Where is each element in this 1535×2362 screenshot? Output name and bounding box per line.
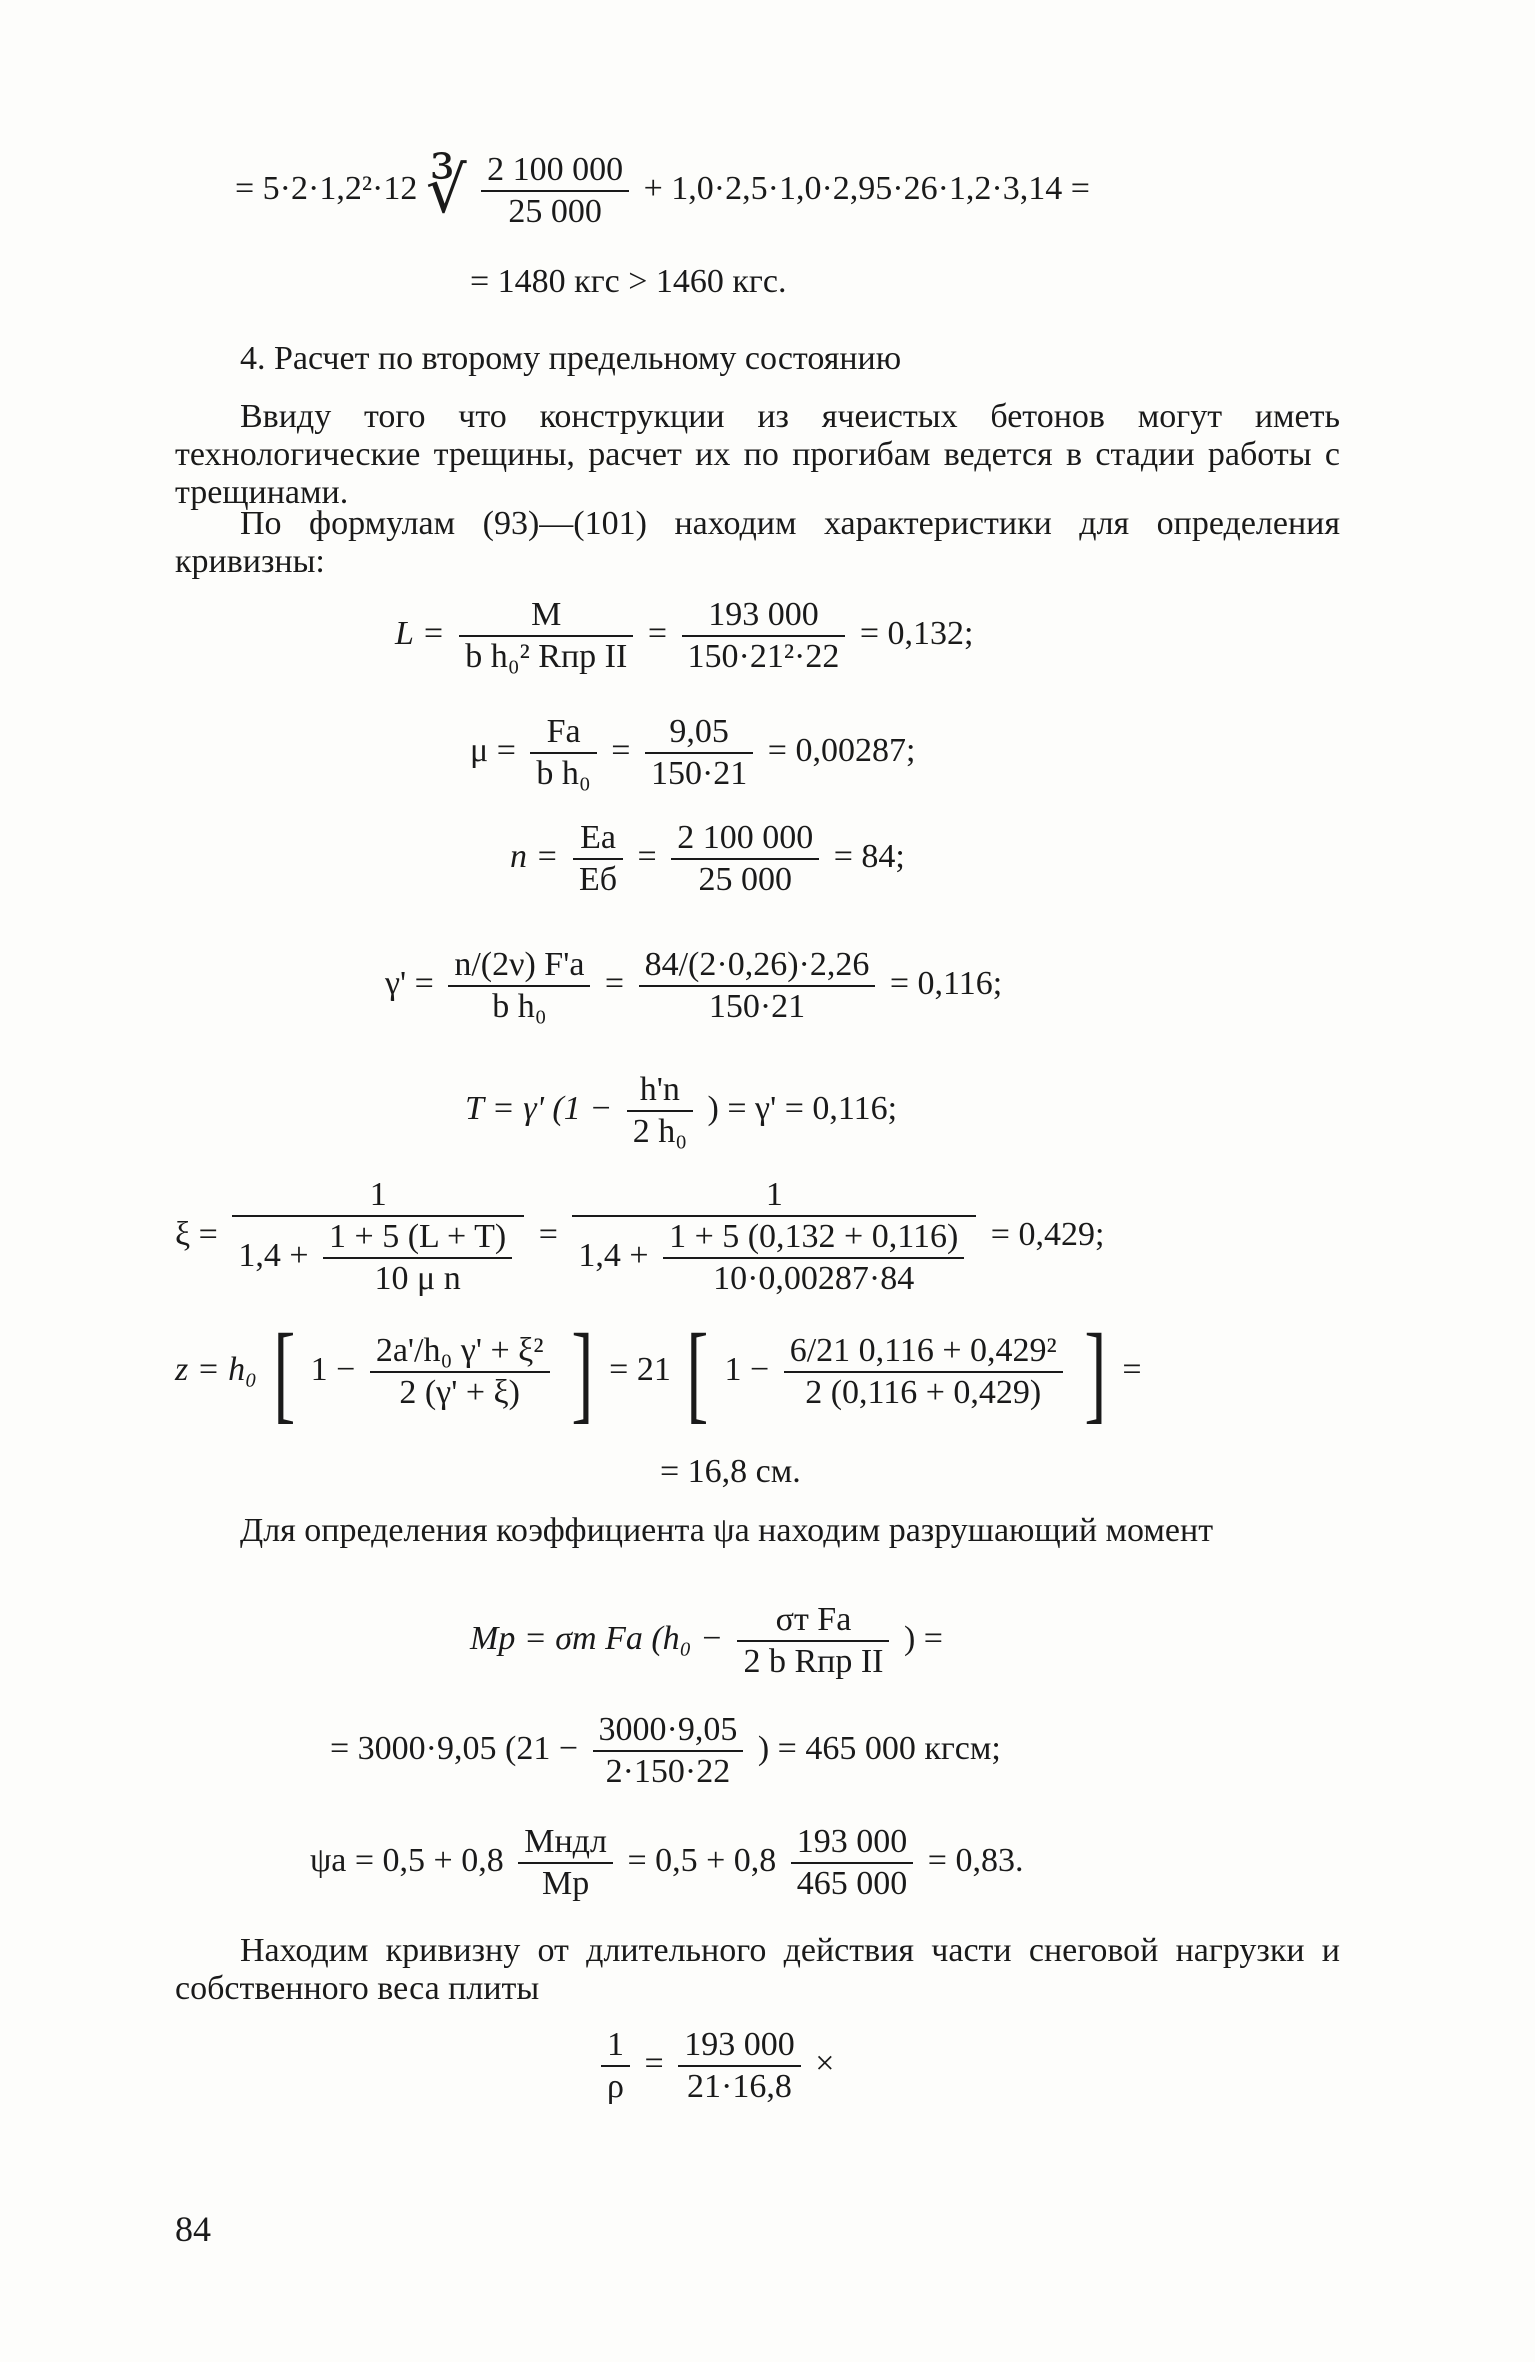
formula-continuation-line2: = 1480 кгс > 1460 кгс. [470,263,787,300]
equation-L: L = M b h₀² Rпр II = $\frac{193 000}{\text{150·21²·22}}$ = 0,132; [395,596,974,675]
equation-Mp-numeric: = 3000·9,05 (21 − $\frac{3000\cdot 9,05}{2\cdot 150\cdot 22}$ ) = 465 000 кгсм; [330,1711,1001,1790]
cube-root-sign: ∛ [425,155,467,226]
equation-mu: μ = $\frac{Fa}{\text{b h₀}}$ = $\frac{9,05}{150\cdot 21}$ = 0,00287; [470,713,916,792]
equation-Mp: Mр = σт Fа (h₀ − σт Fа 2 b Rпр II ) = [470,1601,943,1680]
equation-gamma: γ' = $\frac{n/(2\nu) F'a}{\text{b h₀}}$ = $\frac{84/(2\cdot 0,26)\cdot 2,26}{150\cdot 21}$ = 0,116; [385,946,1003,1025]
formula-continuation-line1: = 5·2·1,2²·12 ∛ $\frac{2 100 000}{25 000}$ + 1,0·2,5·1,0·2,95·26·1,2·3,14 = [235,151,1090,230]
paragraph-4: Находим кривизну от длительного действия части снеговой нагрузки и собственного веса плиты [175,1932,1340,2007]
paragraph-1: Ввиду того что конструкции из ячеистых бетонов могут иметь технологические трещины, расчет их по прогибам ведется в стадии работы с трещинами. [175,398,1340,511]
paragraph-3: Для определения коэффициента ψа находим разрушающий момент [240,1512,1214,1549]
radicand-fraction: $\frac{2 100 000}{25 000}$ [481,150,629,232]
equation-T: T = γ' (1 − $\frac{h'n}{\text{2 h₀}}$ ) = γ' = 0,116; [465,1071,898,1150]
section-title: 4. Расчет по второму предельному состоянию [240,340,902,377]
equation-xi: ξ = 1 1,4 + $\frac{1 + 5 (L + T)}{\text{10 μ n}}$ = 1 1,4 + $\frac{1 + 5 (0,132 + 0,116)}{10\cdot 0,00287\cdot 84}$ = 0,429; [175,1176,1105,1297]
paragraph-2: По формулам (93)—(101) находим характеристики для определения кривизны: [175,505,1340,580]
page-number: 84 [175,2209,211,2249]
equation-n: n = Eа Eб = $\frac{2 100 000}{25 000}$ = 84; [510,819,905,898]
equation-z-result: = 16,8 см. [660,1453,801,1490]
equation-curvature: $\frac{1}{\rho}$ = $\frac{193 000}{21\cdot 16,8}$ × [595,2025,834,2107]
equation-z: z = h₀ [ 1 − $\frac{\text{2a'/h₀ γ' + ξ²}}{2 (\gamma' + \xi)}$ ] = 21 [ 1 − $\frac{\text{6/21 0,116 + 0,429²}}{2 (0,116 + 0,429)}$ ] = [175,1311,1142,1433]
equation-psi: ψа = 0,5 + 0,8 Mндл Mр = 0,5 + 0,8 $\frac{193 000}{465 000}$ = 0,83. [310,1823,1024,1902]
